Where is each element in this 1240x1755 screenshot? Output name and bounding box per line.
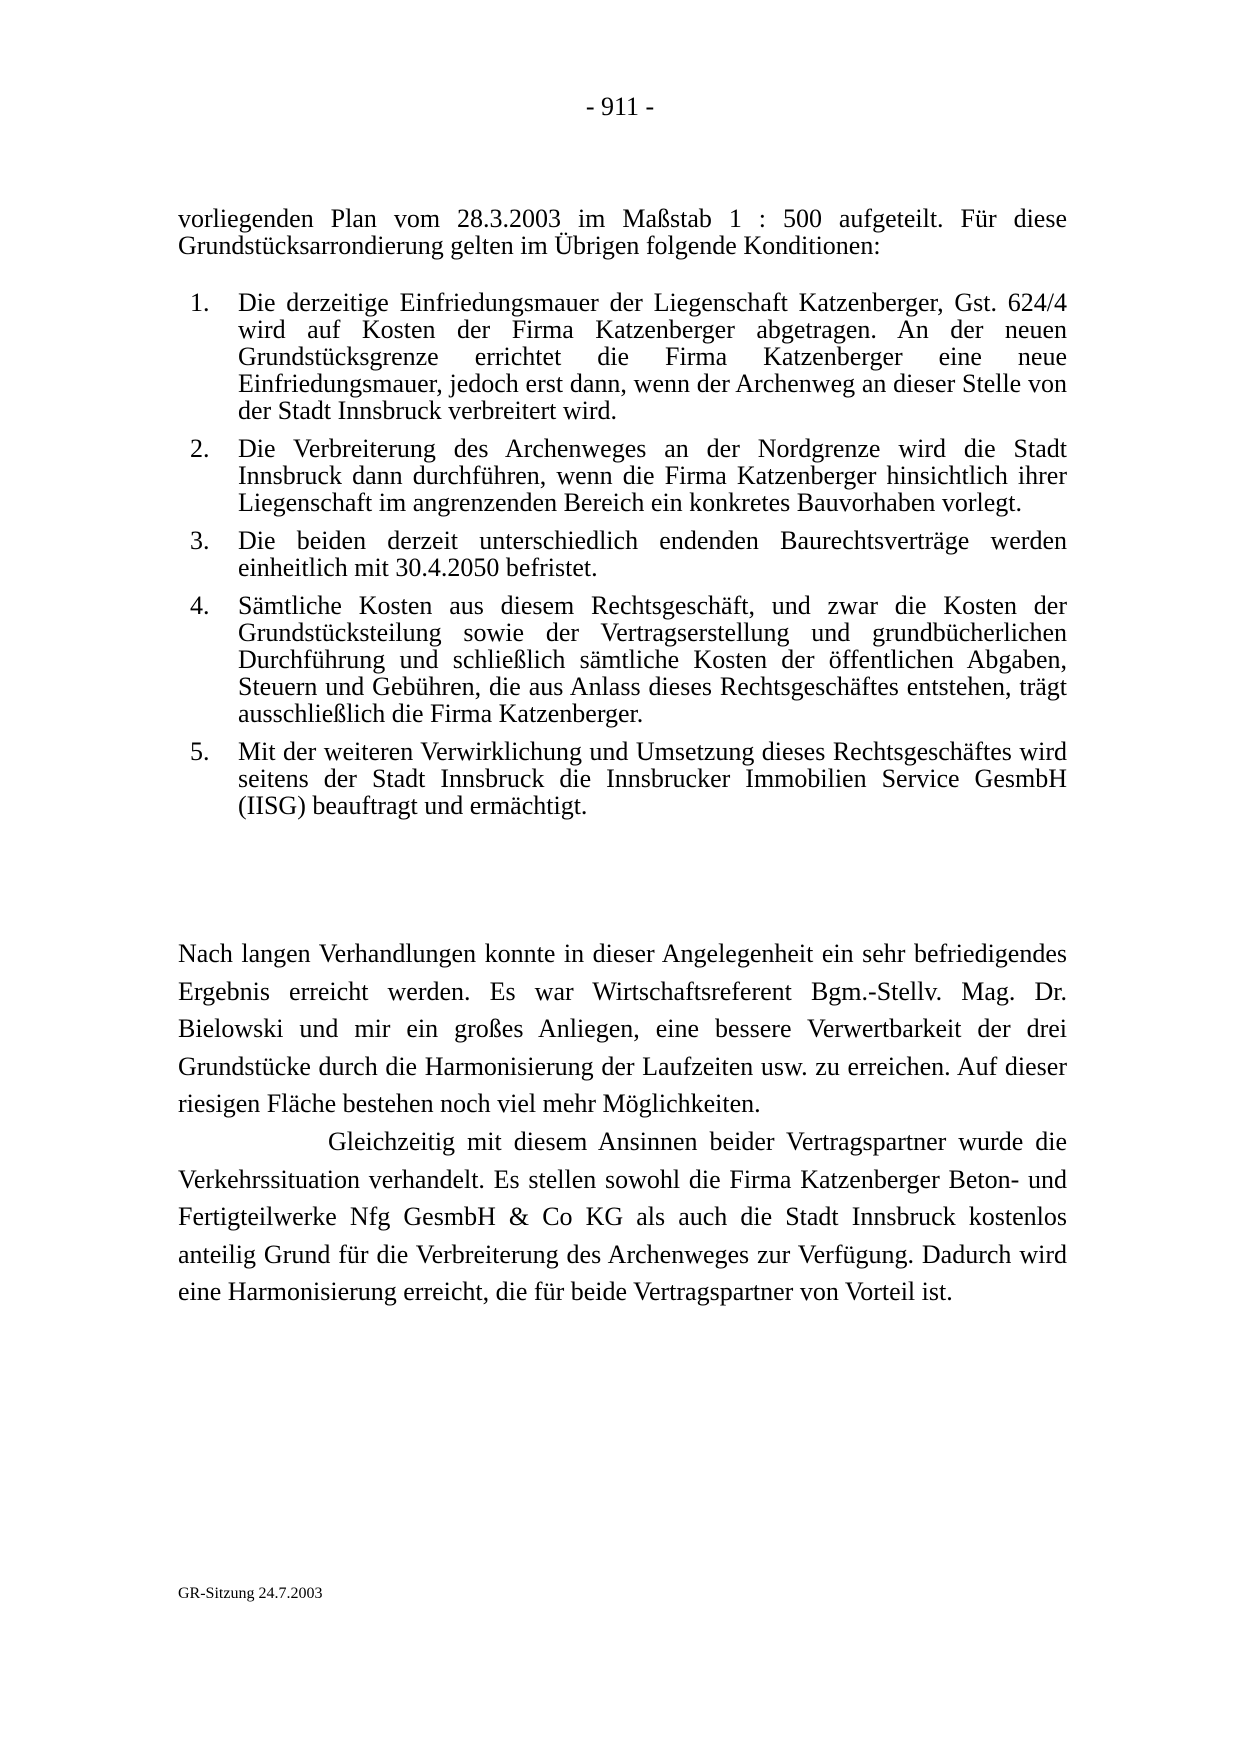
- list-number: 5.: [190, 737, 210, 766]
- list-item: [178, 527, 1067, 581]
- list-text: Mit der weiteren Verwirklichung und Umsetzung dieses Rechtsgeschäftes wird seitens der Stadt Innsbruck die Innsbrucker Immobilien Service GesmbH (IISG) beauftragt und ermächtigt.: [238, 737, 1067, 820]
- list-text: Sämtliche Kosten aus diesem Rechtsgeschäft, und zwar die Kosten der Grundstücksteilung sowie der Vertragserstellung und grundbücherlichen Durchführung und schließlich sämtliche Kosten der öffentlichen Abgaben, Steuern und Gebühren, die aus Anlass dieses Rechtsgeschäftes entstehen, trägt ausschließlich die Firma Katzenberger.: [238, 591, 1067, 728]
- body-paragraph: Nach langen Verhandlungen konnte in dieser Angelegenheit ein sehr befriedigendes Ergebnis erreicht werden. Es war Wirtschaftsreferent Bgm.-Stellv. Mag. Dr. Bielowski und mir ein großes Anliegen, eine bessere Verwertbarkeit der drei Grundstücke durch die Harmonisierung der Laufzeiten usw. zu erreichen. Auf dieser riesigen Fläche bestehen noch viel mehr Möglichkeiten.: [178, 939, 1067, 1119]
- list-item: [178, 289, 1067, 424]
- intro-paragraph: vorliegenden Plan vom 28.3.2003 im Maßstab 1 : 500 aufgeteilt. Für diese Grundstücksarrondierung gelten im Übrigen folgende Konditionen:: [178, 204, 1067, 260]
- list-item: [178, 592, 1067, 727]
- list-text: Die beiden derzeit unterschiedlich endenden Baurechtsverträge werden einheitlich mit 30.4.2050 befristet.: [238, 526, 1067, 582]
- list-text: Die Verbreiterung des Archenweges an der Nordgrenze wird die Stadt Innsbruck dann durchführen, wenn die Firma Katzenberger hinsichtlich ihrer Liegenschaft im angrenzenden Bereich ein konkretes Bauvorhaben vorlegt.: [238, 434, 1067, 517]
- list-item: [178, 738, 1067, 819]
- page-number: - 911 -: [585, 92, 655, 121]
- list-number: 1.: [190, 288, 210, 317]
- body-text: [178, 935, 1067, 1311]
- body-paragraph: Gleichzeitig mit diesem Ansinnen beider Vertragspartner wurde die Verkehrssituation verhandelt. Es stellen sowohl die Firma Katzenberger Beton- und Fertigteilwerke Nfg GesmbH & Co KG als auch die Stadt Innsbruck kostenlos anteilig Grund für die Verbreiterung des Archenweges zur Verfügung. Dadurch wird eine Harmonisierung erreicht, die für beide Vertragspartner von Vorteil ist.: [178, 1126, 1067, 1307]
- list-number: 4.: [190, 591, 210, 620]
- conditions-list: [178, 289, 1067, 830]
- page-footer: GR-Sitzung 24.7.2003: [178, 1585, 323, 1602]
- list-item: [178, 435, 1067, 516]
- list-number: 3.: [190, 526, 210, 555]
- list-text: Die derzeitige Einfriedungsmauer der Liegenschaft Katzenberger, Gst. 624/4 wird auf Kosten der Firma Katzenberger abgetragen. An der neuen Grundstücksgrenze errichtet die Firma Katzenberger eine neue Einfriedungsmauer, jedoch erst dann, wenn der Archenweg an dieser Stelle von der Stadt Innsbruck verbreitert wird.: [238, 288, 1067, 425]
- list-number: 2.: [190, 434, 210, 463]
